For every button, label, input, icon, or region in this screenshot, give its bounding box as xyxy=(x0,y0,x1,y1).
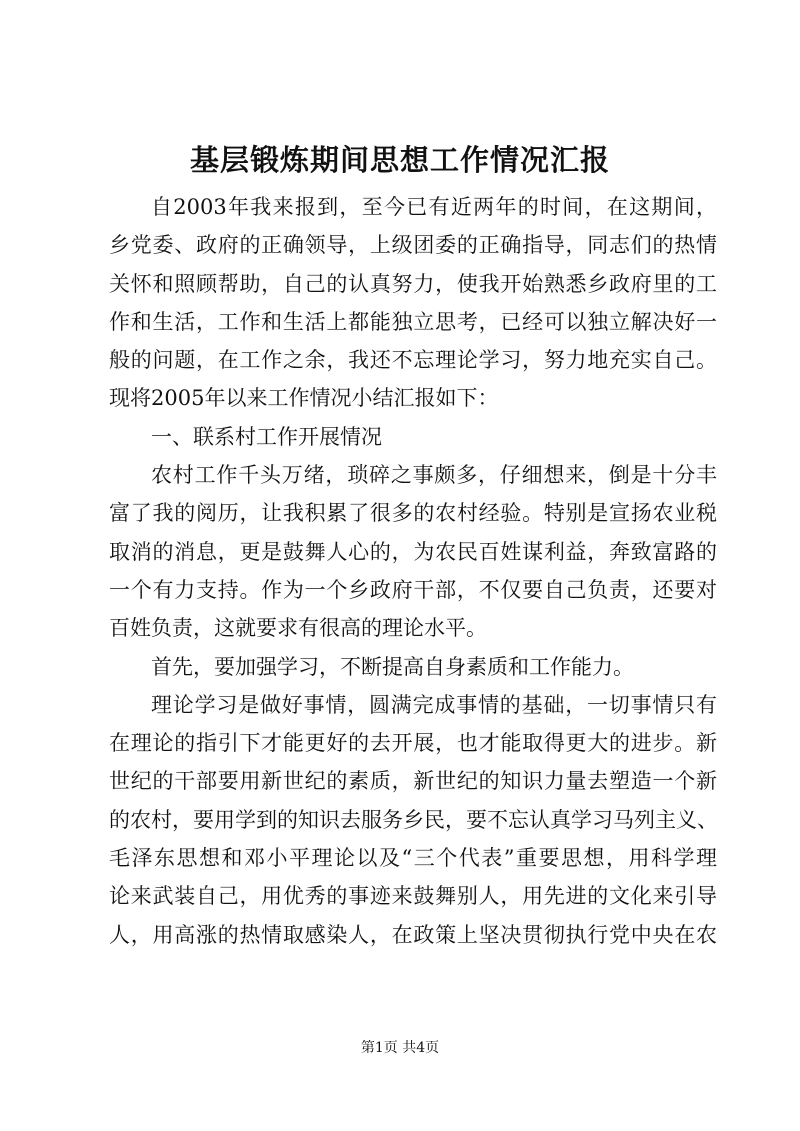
text-line: 富了我的阅历，让我积累了很多的农村经验。特别是宣扬农业税 xyxy=(109,501,717,526)
text-line: 关怀和照顾帮助，自己的认真努力，使我开始熟悉乡政府里的工 xyxy=(109,271,717,296)
text-line: 一个有力支持。作为一个乡政府干部，不仅要自己负责，还要对 xyxy=(109,577,717,602)
text-line: 百姓负责，这就要求有很高的理论水平。 xyxy=(109,616,487,641)
text-line: 农村工作千头万绪，琐碎之事颇多，仔细想来，倒是十分丰 xyxy=(151,463,717,488)
text-line: 理论学习是做好事情，圆满完成事情的基础，一切事情只有 xyxy=(151,692,717,717)
text-line: 首先，要加强学习，不断提高自身素质和工作能力。 xyxy=(151,654,634,679)
text-line: 的农村，要用学到的知识去服务乡民，要不忘认真学习马列主义、 xyxy=(109,807,718,832)
text-line: 取消的消息，更是鼓舞人心的，为农民百姓谋利益，奔致富路的 xyxy=(109,539,717,564)
text-line: 乡党委、政府的正确领导，上级团委的正确指导，同志们的热情 xyxy=(109,233,717,258)
text-line: 毛泽东思想和邓小平理论以及“三个代表”重要思想，用科学理 xyxy=(109,846,717,871)
text-line: 作和生活，工作和生活上都能独立思考，已经可以独立解决好一 xyxy=(109,309,717,334)
page-number-footer: 第1页 共4页 xyxy=(360,1040,440,1056)
section-heading: 一、联系村工作开展情况 xyxy=(151,424,382,449)
text-line: 论来武装自己，用优秀的事迹来鼓舞别人，用先进的文化来引导 xyxy=(109,884,717,909)
text-line: 自2003年我来报到，至今已有近两年的时间，在这期间， xyxy=(151,195,717,219)
text-line: 般的问题，在工作之余，我还不忘理论学习，努力地充实自己。 xyxy=(109,348,717,373)
text-line: 世纪的干部要用新世纪的素质，新世纪的知识力量去塑造一个新 xyxy=(109,769,717,794)
text-line: 人，用高涨的热情取感染人，在政策上坚决贯彻执行党中央在农 xyxy=(109,922,717,947)
document-body xyxy=(109,188,717,954)
document-title: 基层锻炼期间思想工作情况汇报 xyxy=(189,143,610,177)
text-line: 现将2005年以来工作情况小结汇报如下： xyxy=(109,386,499,411)
text-line: 在理论的指引下才能更好的去开展，也才能取得更大的进步。新 xyxy=(109,731,717,756)
